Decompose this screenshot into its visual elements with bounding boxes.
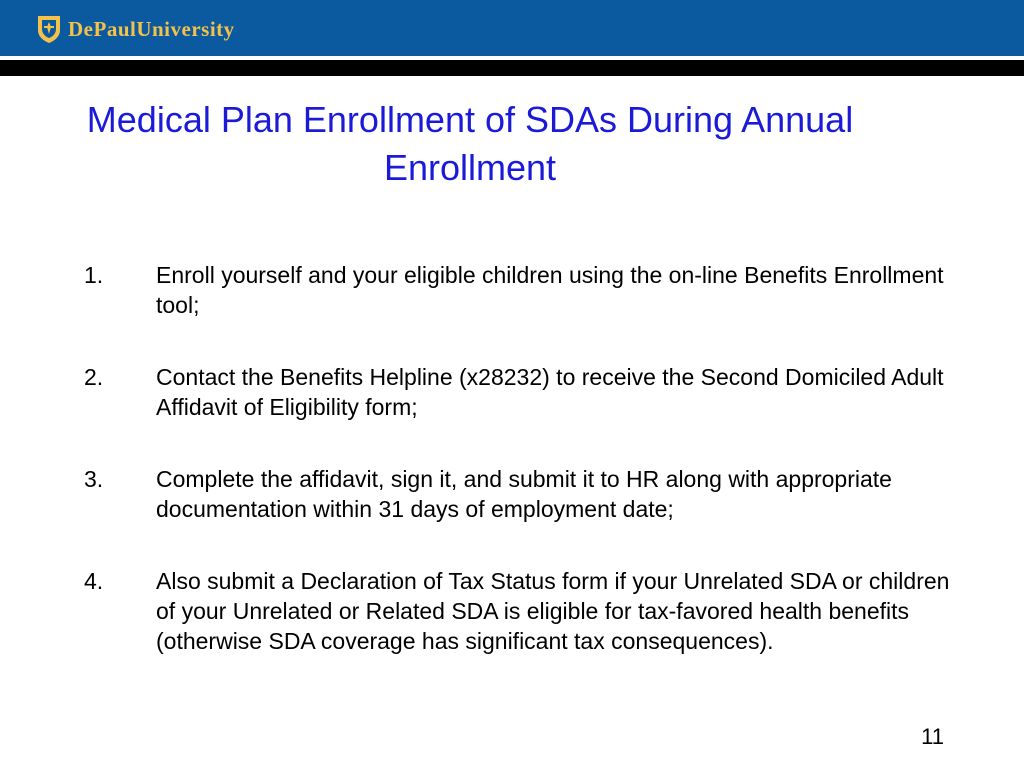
steps-list <box>84 260 954 698</box>
step-number: 4. <box>84 568 104 594</box>
step-number: 1. <box>84 262 104 288</box>
header-bar <box>0 0 1024 56</box>
list-item <box>84 260 954 320</box>
step-text: Enroll yourself and your eligible children using the on-line Benefits Enrollment tool; <box>156 262 944 318</box>
depaul-shield-icon <box>36 14 62 44</box>
list-item <box>84 566 954 656</box>
header-divider-black <box>0 60 1024 76</box>
step-number: 2. <box>84 364 104 390</box>
step-number: 3. <box>84 466 104 492</box>
step-text: Complete the affidavit, sign it, and submit it to HR along with appropriate documentation within 31 days of employment date; <box>156 466 892 522</box>
step-text: Also submit a Declaration of Tax Status form if your Unrelated SDA or children of your Unrelated or Related SDA is eligible for tax-favored health benefits (otherwise SDA coverage has significant tax consequences). <box>156 568 950 654</box>
list-item <box>84 362 954 422</box>
list-item <box>84 464 954 524</box>
slide-title: Medical Plan Enrollment of SDAs During Annual Enrollment <box>86 99 854 188</box>
logo-text: DePaulUniversity <box>68 16 235 41</box>
page-number: 11 <box>921 724 944 749</box>
step-text: Contact the Benefits Helpline (x28232) to receive the Second Domiciled Adult Affidavit of Eligibility form; <box>156 364 944 420</box>
university-logo[interactable] <box>36 12 235 46</box>
